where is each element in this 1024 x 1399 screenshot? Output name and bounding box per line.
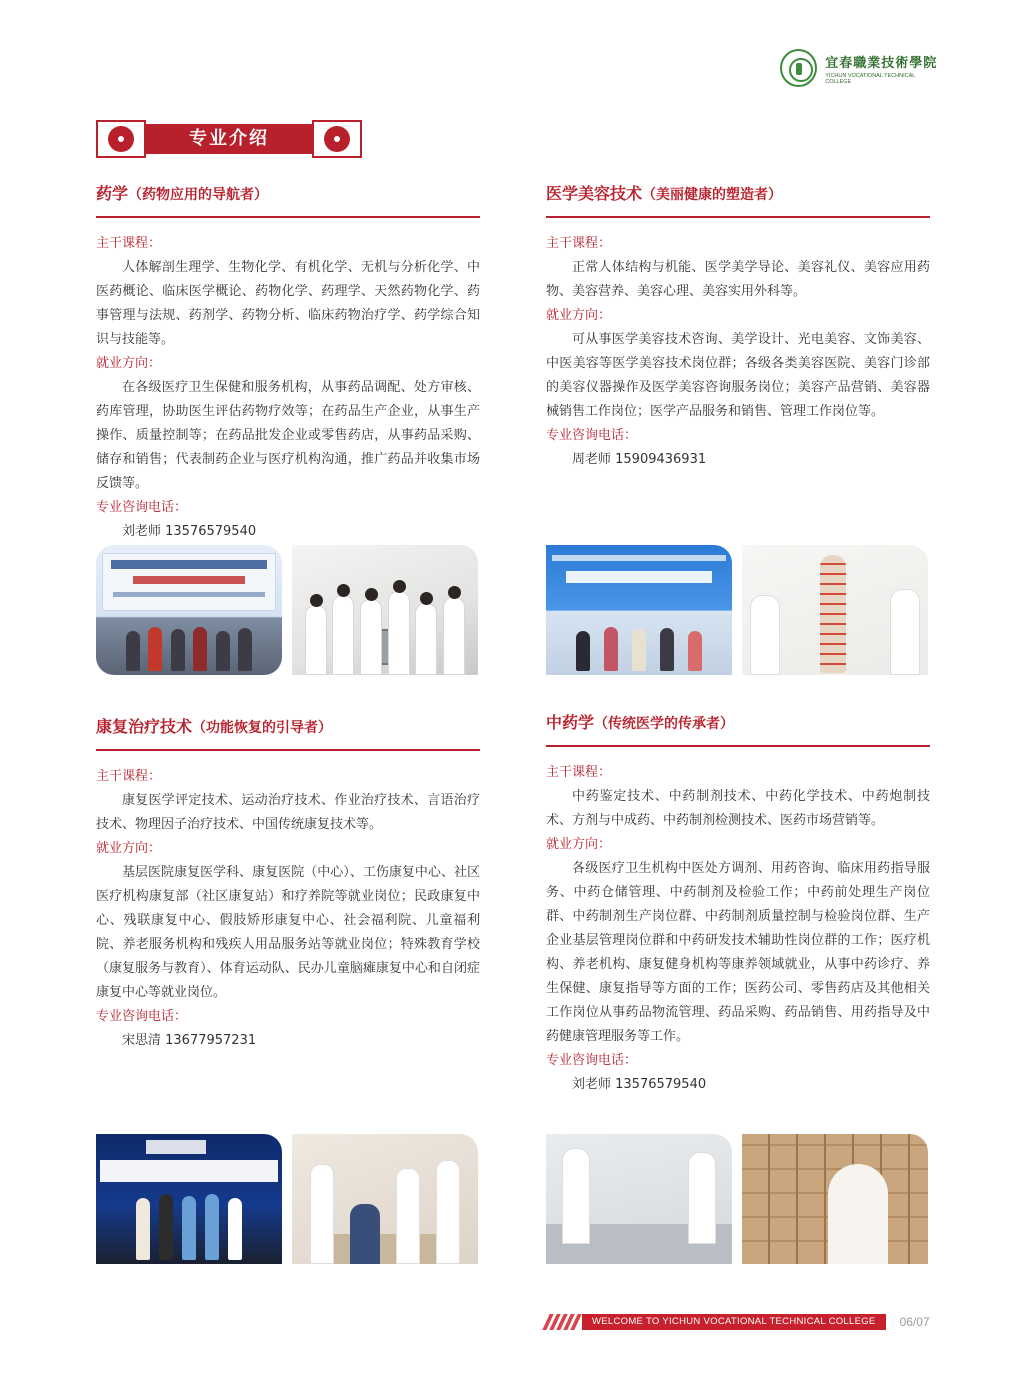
major-chinese-pharmacy — [546, 712, 930, 1097]
contact-text: 刘老师 13576579540 — [122, 524, 257, 539]
herb-pharmacy-photo — [742, 1134, 928, 1264]
contact-label: 专业咨询电话： — [96, 500, 188, 515]
career-text: 各级医疗卫生机构中医处方调剂、用药咨询、临床用药指导服务、中药仓储管理、中药制剂及检验工作；中药前处理生产岗位群、中药制剂生产岗位群、中药制剂质量控制与检验岗位群、生产企业基层管理岗位群和中药研发技术辅助性岗位群的工作；医疗机构、养老机构、康复健身机构等康养领域就业，从事中药诊疗、养生保健、康复指导等方面的工作；医药公司、零售药店及其他相关工作岗位从事药品物流管理、药品采购、药品销售、用药指导及中药健康管理服务等工作。 — [546, 861, 930, 1044]
career-label: 就业方向： — [546, 308, 612, 323]
flower-ornament-icon — [312, 120, 362, 158]
contact-label: 专业咨询电话： — [546, 1053, 638, 1068]
major-rehabilitation — [96, 716, 480, 1053]
courses-label: 主干课程： — [96, 236, 162, 251]
page-footer — [546, 1312, 946, 1332]
college-name-en: YICHUN VOCATIONAL TECHNICAL COLLEGE — [825, 72, 916, 85]
courses-label: 主干课程： — [546, 765, 612, 780]
major-medical-cosmetology — [546, 183, 930, 472]
courses-text: 中药鉴定技术、中药制剂技术、中药化学技术、中药炮制技术、方剂与中成药、中药制剂检测技术、医药市场营销等。 — [546, 789, 930, 828]
major-title: 康复治疗技术（功能恢复的引导者） — [96, 716, 480, 751]
footer-slogan: WELCOME TO YICHUN VOCATIONAL TECHNICAL COLLEGE — [582, 1314, 886, 1330]
chinese-pharmacy-photos — [546, 1134, 928, 1264]
award-ceremony-photo — [96, 545, 282, 675]
courses-text: 康复医学评定技术、运动治疗技术、作业治疗技术、言语治疗技术、物理因子治疗技术、中国传统康复技术等。 — [96, 793, 480, 832]
career-text: 可从事医学美容技术咨询、美学设计、光电美容、文饰美容、中医美容等医学美容技术岗位群；各级各类美容医院、美容门诊部的美容仪器操作及医学美容咨询服务岗位；美容产品营销、美容器械销售工作岗位；医学产品服务和销售、管理工作岗位等。 — [546, 332, 930, 419]
courses-label: 主干课程： — [546, 236, 612, 251]
contact-label: 专业咨询电话： — [546, 428, 638, 443]
career-text: 基层医院康复医学科、康复医院（中心）、工伤康复中心、社区医疗机构康复部（社区康复站）和疗养院等就业岗位；民政康复中心、残联康复中心、假肢矫形康复中心、社会福利院、儿童福利院、养老服务机构和残疾人用品服务站等就业岗位；特殊教育学校（康复服务与教育）、体育运动队、民办儿童脑瘫康复中心和自闭症康复中心等就业岗位。 — [96, 865, 480, 1000]
major-title: 医学美容技术（美丽健康的塑造者） — [546, 183, 930, 218]
contact-text: 刘老师 13576579540 — [572, 1077, 707, 1092]
college-emblem-icon — [780, 49, 817, 87]
section-title: 专业介绍 — [189, 128, 269, 149]
anatomy-model-photo — [742, 545, 928, 675]
courses-label: 主干课程： — [96, 769, 162, 784]
provincial-competition-photo — [96, 1134, 282, 1264]
herb-processing-photo — [546, 1134, 732, 1264]
page-number: 06/07 — [899, 1315, 930, 1329]
college-logo — [780, 48, 940, 88]
major-title: 中药学（传统医学的传承者） — [546, 712, 930, 747]
pharmacy-photos — [96, 545, 478, 675]
contact-label: 专业咨询电话： — [96, 1009, 188, 1024]
college-name-cn: 宜春職業技術學院 — [825, 55, 938, 71]
major-pharmacy — [96, 183, 480, 544]
rehabilitation-photos — [96, 1134, 478, 1264]
contact-text: 宋思清 13677957231 — [122, 1033, 257, 1048]
career-label: 就业方向： — [96, 356, 162, 371]
career-text: 在各级医疗卫生保健和服务机构，从事药品调配、处方审核、药库管理，协助医生评估药物疗效等；在药品生产企业，从事生产操作、质量控制等；在药品批发企业或零售药店，从事药品采购、储存和销售；代表制药企业与医疗机构沟通，推广药品并收集市场反馈等。 — [96, 380, 480, 491]
rehab-training-photo — [292, 1134, 478, 1264]
career-label: 就业方向： — [546, 837, 612, 852]
career-label: 就业方向： — [96, 841, 162, 856]
major-title: 药学（药物应用的导航者） — [96, 183, 480, 218]
courses-text: 人体解剖生理学、生物化学、有机化学、无机与分析化学、中医药概论、临床医学概论、药物化学、药理学、天然药物化学、药事管理与法规、药剂学、药物分析、临床药物治疗学、药学综合知识与技能等。 — [96, 260, 480, 347]
contact-text: 周老师 15909436931 — [572, 452, 707, 467]
pharmacy-lab-photo — [292, 545, 478, 675]
courses-text: 正常人体结构与机能、医学美学导论、美容礼仪、美容应用药物、美容营养、美容心理、美容实用外科等。 — [546, 260, 930, 299]
flower-ornament-icon — [96, 120, 146, 158]
cosmetology-photos — [546, 545, 928, 675]
skills-competition-photo — [546, 545, 732, 675]
section-banner — [96, 120, 362, 158]
stripes-decoration-icon — [546, 1314, 578, 1330]
